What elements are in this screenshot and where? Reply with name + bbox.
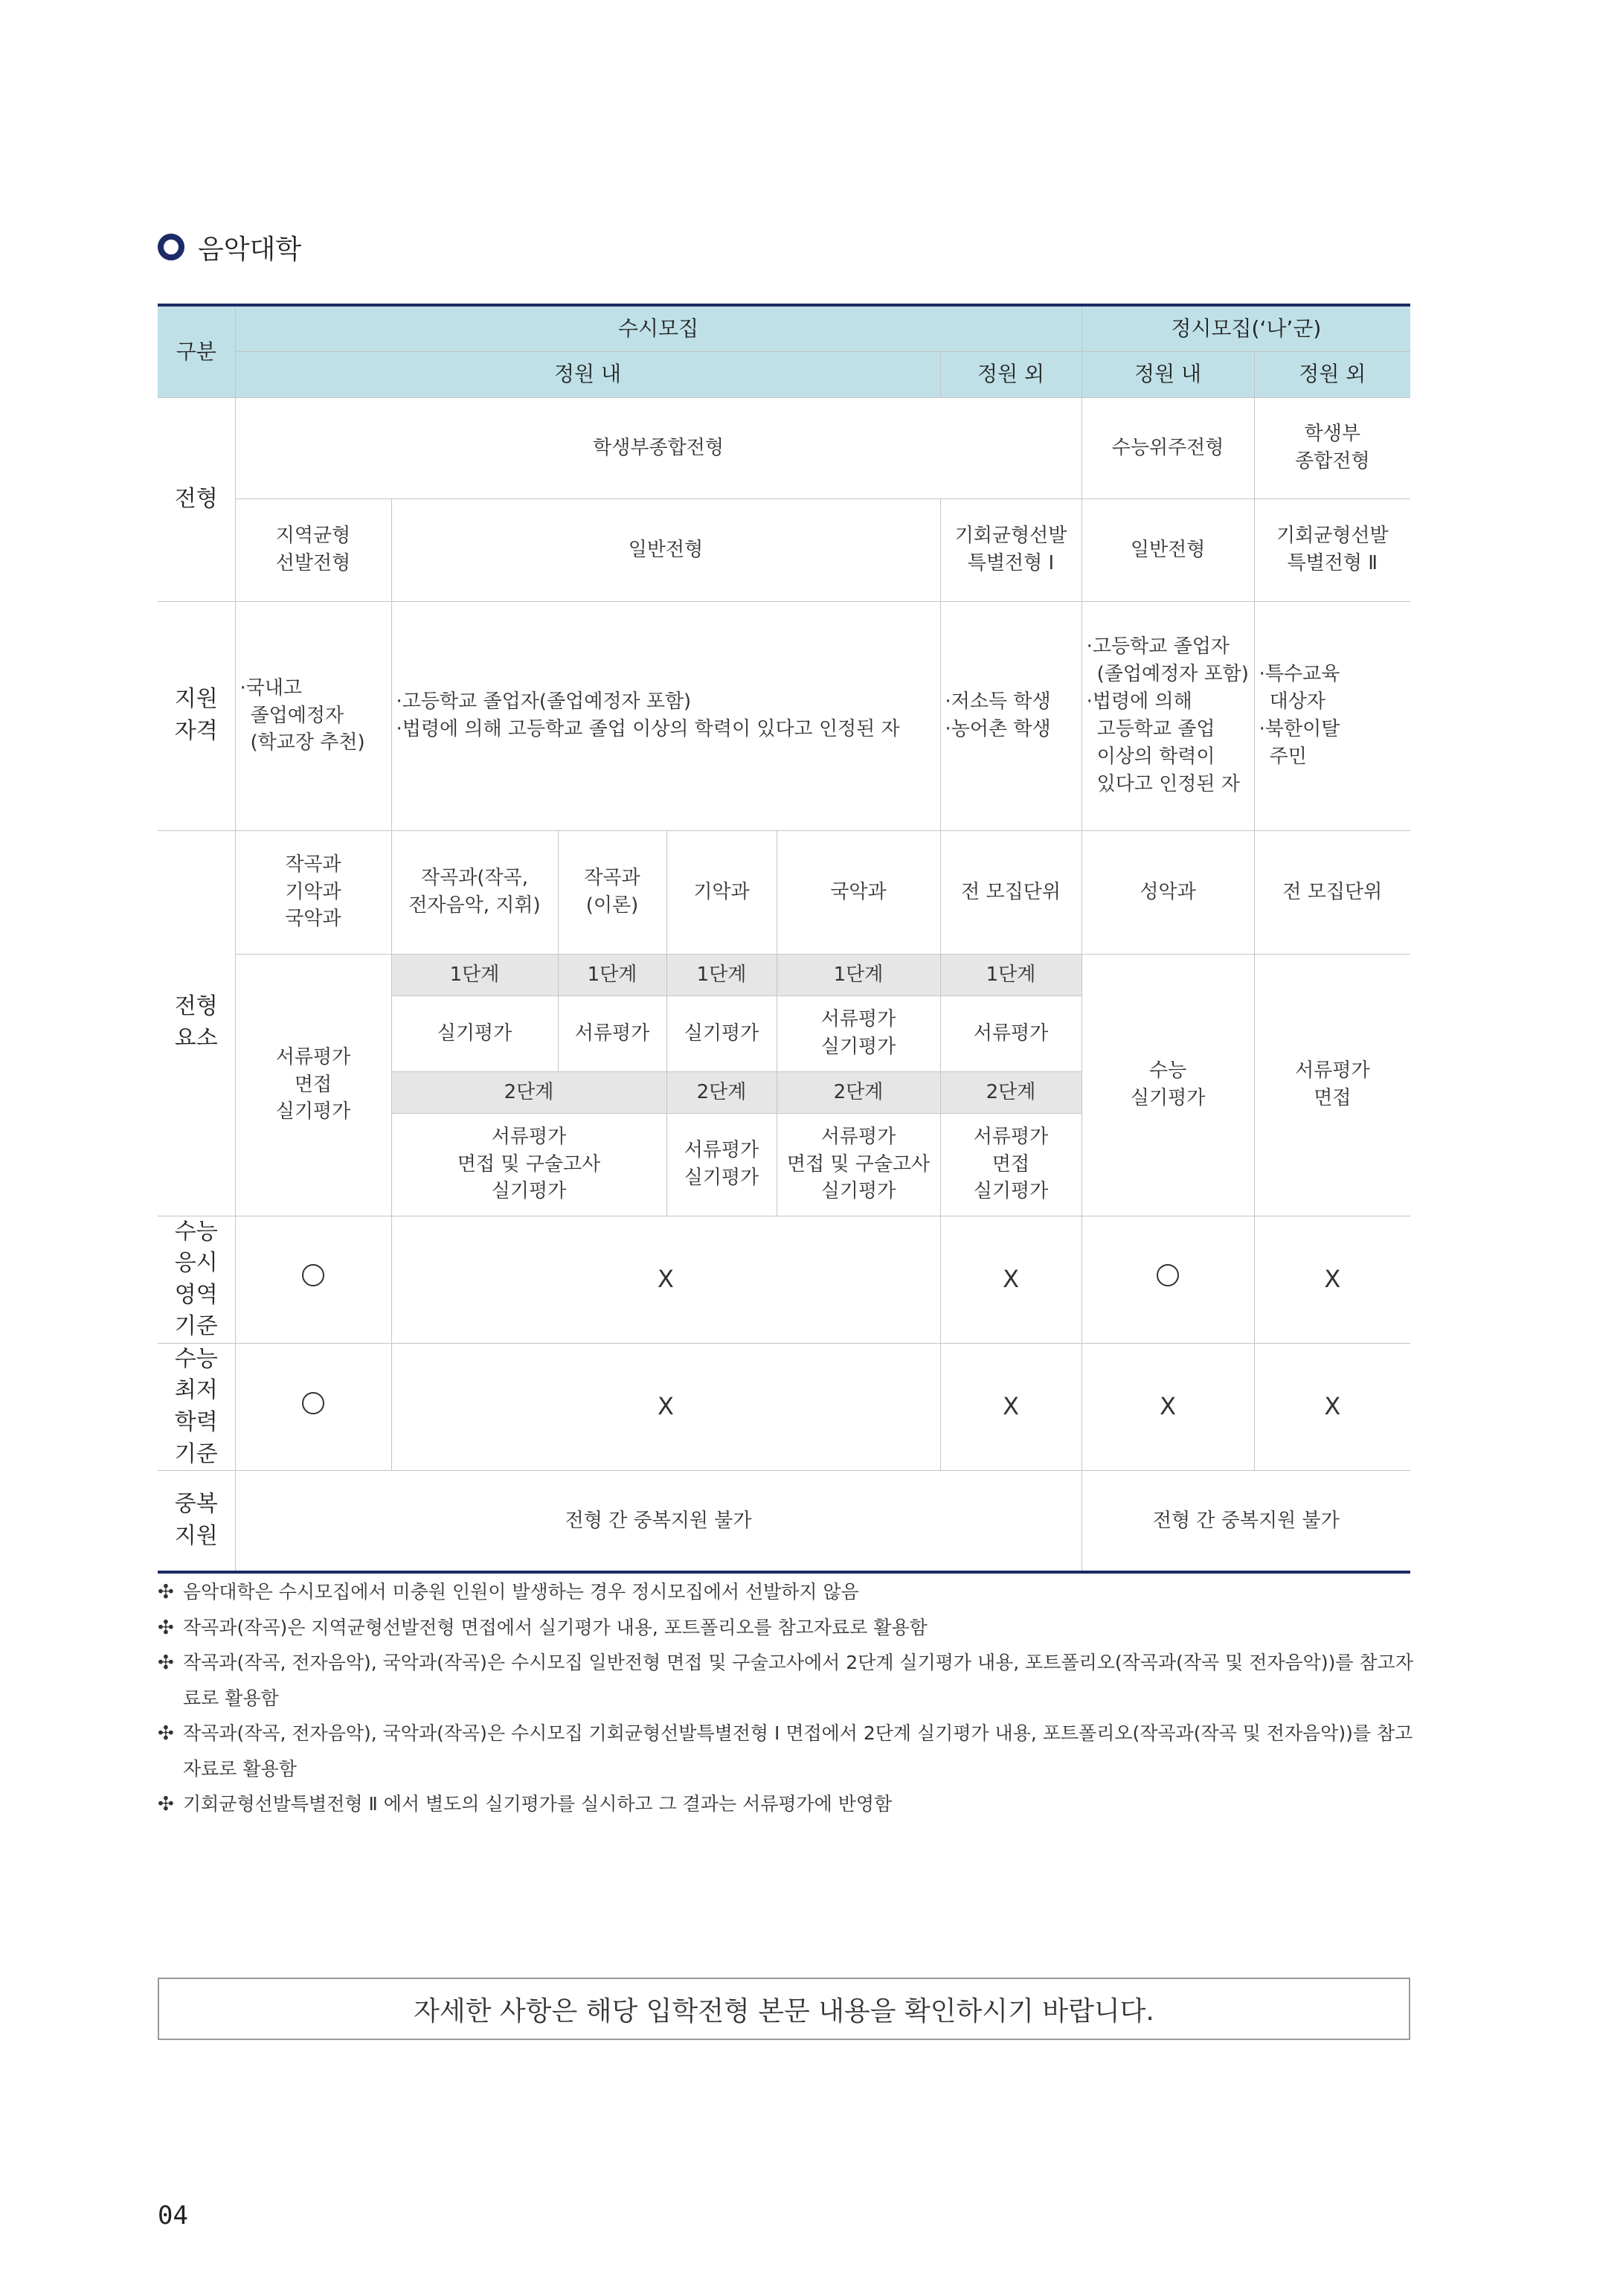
stage1-label: 1단계 [940,954,1082,995]
row-label-elements: 전형 요소 [158,830,235,1216]
notes-list [158,1574,1422,1822]
qualification-item: ·농어촌 학생 [945,718,1051,740]
row-label-jeonhyeong: 전형 [158,397,235,601]
stage1-instrumental: 실기평가 [666,995,777,1071]
stage2-label: 2단계 [666,1071,777,1113]
stage2-composition: 서류평가 면접 및 구술고사 실기평가 [391,1113,666,1216]
note-item: ✣ 기회균형선발특별전형 Ⅱ 에서 별도의 실기평가를 실시하고 그 결과는 서류평가에 반영함 [158,1786,1422,1822]
opportunity1-type: 기회균형선발 특별전형 Ⅰ [940,498,1082,601]
stage1-label: 1단계 [666,954,777,995]
circle-bullet-icon [158,234,184,260]
qualification-item: ·고등학교 졸업자(졸업예정자 포함) [396,690,692,714]
stage1-composition: 실기평가 [391,995,558,1071]
unit-regional: 작곡과 기악과 국악과 [235,830,391,954]
csat-area-opportunity2: X [1254,1216,1410,1343]
csat-area-general: X [391,1216,940,1343]
header-jeongsi-in: 정원 내 [1082,351,1254,397]
qualification-item: ·특수교육 대상자 [1259,663,1340,714]
header-jeongsi: 정시모집(‘나’군) [1082,305,1410,351]
admission-table [158,304,1410,1574]
susi-main-type: 학생부종합전형 [235,397,1082,498]
csat-min-regional [235,1343,391,1470]
notice-box: 자세한 사항은 해당 입학전형 본문 내용을 확인하시기 바랍니다. [158,1978,1410,2040]
csat-area-opportunity1: X [940,1216,1082,1343]
opportunity1-qualification [940,601,1082,830]
qualification-item: ·국내고 졸업예정자 (학교장 추천) [240,676,365,754]
note-item: ✣ 작곡과(작곡, 전자음악), 국악과(작곡)은 수시모집 기회균형선발특별전형 Ⅰ 면접에서 2단계 실기평가 내용, 포트폴리오(작곡과(작곡 및 전자음악))를 참고자료로 활용함 [158,1716,1422,1786]
qualification-item: ·북한이탈 주민 [1259,718,1340,768]
note-bullet-icon: ✣ [158,1652,174,1674]
stage2-instrumental: 서류평가 실기평가 [666,1113,777,1216]
unit-theory: 작곡과 (이론) [558,830,666,954]
stage1-theory: 서류평가 [558,995,666,1071]
stage2-label: 2단계 [777,1071,940,1113]
jeongsi-out-main-type: 학생부 종합전형 [1254,397,1410,498]
unit-composition: 작곡과(작곡, 전자음악, 지휘) [391,830,558,954]
unit-korean: 국악과 [777,830,940,954]
note-item: ✣ 작곡과(작곡, 전자음악), 국악과(작곡)은 수시모집 일반전형 면접 및 구술고사에서 2단계 실기평가 내용, 포트폴리오(작곡과(작곡 및 전자음악))를 참고자료로 활용함 [158,1645,1422,1716]
duplicate-jeongsi: 전형 간 중복지원 불가 [1082,1471,1410,1572]
opportunity2-type: 기회균형선발 특별전형 Ⅱ [1254,498,1410,601]
note-item: ✣ 작곡과(작곡)은 지역균형선발전형 면접에서 실기평가 내용, 포트폴리오를 참고자료로 활용함 [158,1610,1422,1646]
header-susi-out: 정원 외 [940,351,1082,397]
page-number: 04 [158,2201,188,2231]
unit-vocal: 성악과 [1082,830,1254,954]
regional-type: 지역균형 선발전형 [235,498,391,601]
csat-min-opportunity2: X [1254,1343,1410,1470]
row-label-qualification: 지원 자격 [158,601,235,830]
qualification-item: ·고등학교 졸업자 (졸업예정자 포함) [1086,635,1249,686]
header-susi-in: 정원 내 [235,351,940,397]
regional-qualification [235,601,391,830]
note-item: ✣ 음악대학은 수시모집에서 미충원 인원이 발생하는 경우 정시모집에서 선발하지 않음 [158,1574,1422,1610]
note-bullet-icon: ✣ [158,1793,174,1815]
stage1-label: 1단계 [391,954,558,995]
qualification-item: ·저소득 학생 [945,690,1051,714]
jeongsi-main-type: 수능위주전형 [1082,397,1254,498]
jeongsi-eval: 수능 실기평가 [1082,954,1254,1216]
unit-all-opportunity1: 전 모집단위 [940,830,1082,954]
jeongsi-general-type: 일반전형 [1082,498,1254,601]
row-label-duplicate: 중복 지원 [158,1471,235,1572]
header-jeongsi-out: 정원 외 [1254,351,1410,397]
regional-eval: 서류평가 면접 실기평가 [235,954,391,1216]
general-type: 일반전형 [391,498,940,601]
header-gubun: 구분 [158,305,235,397]
duplicate-susi: 전형 간 중복지원 불가 [235,1471,1082,1572]
stage2-label: 2단계 [391,1071,666,1113]
unit-instrumental: 기악과 [666,830,777,954]
note-bullet-icon: ✣ [158,1581,174,1603]
csat-area-regional [235,1216,391,1343]
csat-min-jeongsi: X [1082,1343,1254,1470]
circle-icon [302,1392,324,1414]
stage1-label: 1단계 [777,954,940,995]
stage1-korean: 서류평가 실기평가 [777,995,940,1071]
header-susi: 수시모집 [235,305,1082,351]
csat-area-jeongsi [1082,1216,1254,1343]
stage1-label: 1단계 [558,954,666,995]
csat-min-opportunity1: X [940,1343,1082,1470]
unit-all-opportunity2: 전 모집단위 [1254,830,1410,954]
stage2-opportunity1: 서류평가 면접 실기평가 [940,1113,1082,1216]
general-qualification [391,601,940,830]
qualification-item: ·법령에 의해 고등학교 졸업 이상의 학력이 있다고 인정된 자 [396,718,900,740]
opportunity2-eval: 서류평가 면접 [1254,954,1410,1216]
stage2-label: 2단계 [940,1071,1082,1113]
section-title: 음악대학 [198,234,302,265]
note-bullet-icon: ✣ [158,1722,174,1745]
circle-icon [302,1264,324,1286]
jeongsi-qualification [1082,601,1254,830]
section-heading [158,228,301,266]
stage1-opportunity1: 서류평가 [940,995,1082,1071]
circle-icon [1157,1264,1179,1286]
note-bullet-icon: ✣ [158,1616,174,1639]
opportunity2-qualification [1254,601,1410,830]
row-label-csat-min: 수능 최저 학력 기준 [158,1343,235,1470]
stage2-korean: 서류평가 면접 및 구술고사 실기평가 [777,1113,940,1216]
row-label-csat-area: 수능 응시 영역 기준 [158,1216,235,1343]
qualification-item: ·법령에 의해 고등학교 졸업 이상의 학력이 있다고 인정된 자 [1086,690,1240,795]
csat-min-general: X [391,1343,940,1470]
